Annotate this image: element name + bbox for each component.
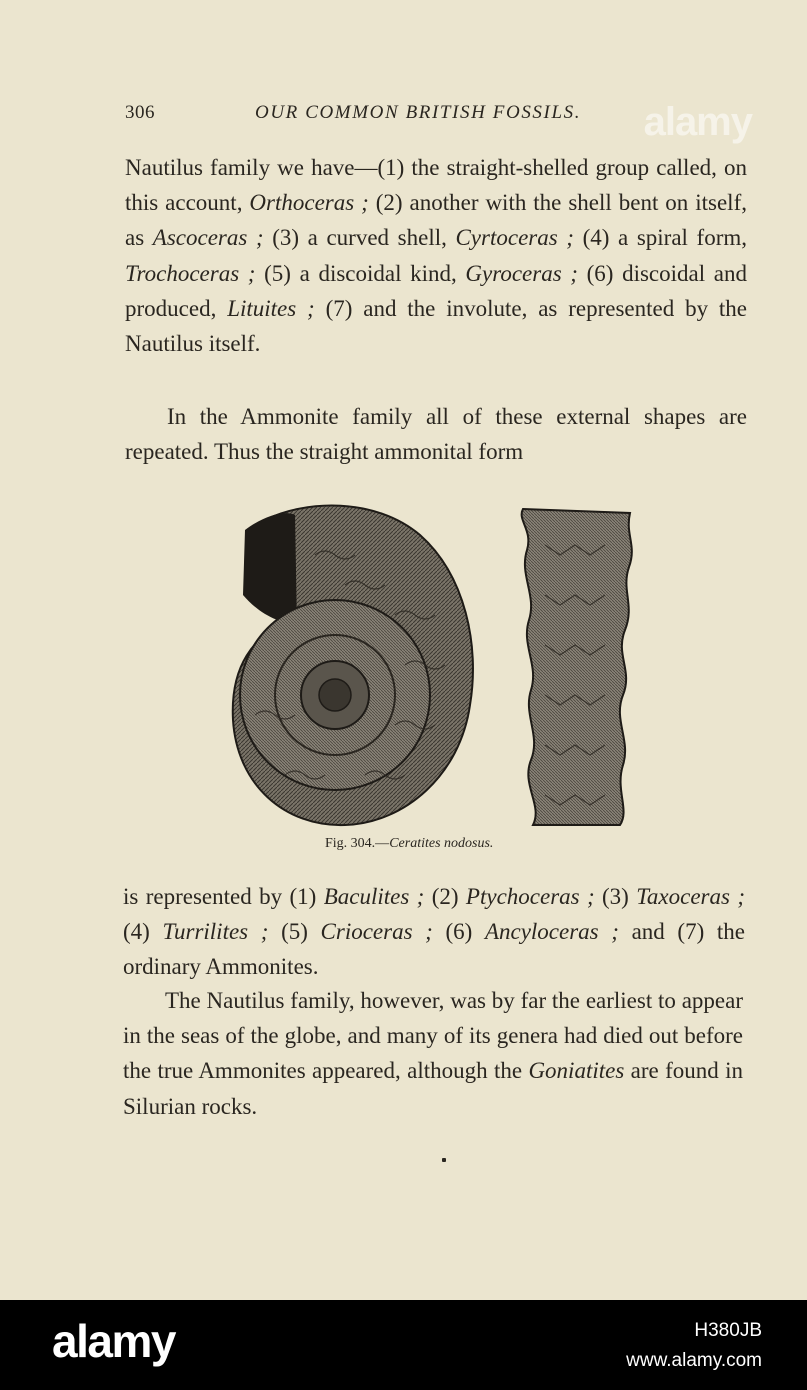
paragraph-nautilus-history	[123, 983, 743, 1124]
image-id: H380JB	[694, 1320, 762, 1341]
text-run: are found in Silurian rocks.	[123, 1058, 743, 1119]
text-run: (2)	[424, 884, 466, 909]
text-run: Nautilus family we have—(1) the straight-shelled group called, on this account,	[125, 155, 747, 216]
print-mark	[442, 1158, 446, 1162]
taxon-name: Turrilites ;	[162, 919, 269, 945]
taxon-name: Goniatites	[528, 1058, 625, 1084]
text-run: is represented by (1)	[123, 884, 324, 909]
site-url: www.alamy.com	[626, 1350, 762, 1371]
text-run: (2) another with the shell bent on itself, as	[125, 190, 747, 251]
paragraph-ammonite-intro	[125, 399, 747, 469]
taxon-name: Taxoceras ;	[636, 884, 745, 909]
taxon-name: Lituites ;	[227, 295, 315, 321]
text-run: (5) a discoidal kind,	[255, 260, 466, 286]
taxon-name: Gyroceras ;	[465, 260, 578, 286]
alamy-logo: alamy	[52, 1315, 175, 1367]
ammonite-engraving	[225, 495, 645, 835]
text-run: (3)	[594, 884, 637, 909]
taxon-name: Trochoceras ;	[125, 260, 256, 286]
running-title: OUR COMMON BRITISH FOSSILS.	[255, 102, 582, 123]
text-run: (7) and the involute, as represented by the Nautilus itself.	[125, 295, 748, 357]
text-run: (3) a curved shell,	[263, 225, 456, 251]
ammonite-side-view	[233, 506, 473, 826]
taxon-name: Ancyloceras ;	[484, 919, 619, 945]
text-run: and (7) the ordinary Ammonites.	[123, 919, 745, 980]
taxon-name: Orthoceras ;	[249, 190, 369, 216]
text-run: The Nautilus family, however, was by far the earliest to appear in the seas of the globe, and many of its genera had died out before the true Ammonites appeared, although the	[123, 988, 743, 1084]
figure-caption	[325, 836, 493, 852]
text-run: (4)	[123, 919, 163, 945]
taxon-name: Ascoceras ;	[152, 225, 264, 251]
paragraph-nautilus-forms	[125, 150, 747, 361]
paragraph-ammonite-forms	[123, 879, 745, 985]
text-run: (6) discoidal and produced,	[125, 260, 747, 321]
taxon-name: Cyrtoceras ;	[455, 225, 574, 251]
watermark-footer	[0, 1300, 807, 1390]
taxon-name: Ptychoceras ;	[465, 884, 595, 909]
ammonite-edge-view	[522, 509, 632, 825]
text-run: (4) a spiral form,	[573, 225, 747, 251]
caption-species: Ceratites nodosus.	[389, 836, 494, 851]
watermark-logo-small: alamy	[643, 100, 752, 144]
taxon-name: Baculites ;	[323, 884, 425, 909]
caption-prefix: Fig. 304.—	[325, 836, 390, 851]
text-run: (5)	[268, 919, 321, 945]
fossil-illustration	[225, 495, 645, 835]
taxon-name: Crioceras ;	[320, 919, 433, 945]
text-run: (6)	[432, 919, 485, 945]
text-run: In the Ammonite family all of these external shapes are repeated. Thus the straight ammonital form	[125, 404, 747, 465]
page-number: 306	[125, 102, 155, 123]
